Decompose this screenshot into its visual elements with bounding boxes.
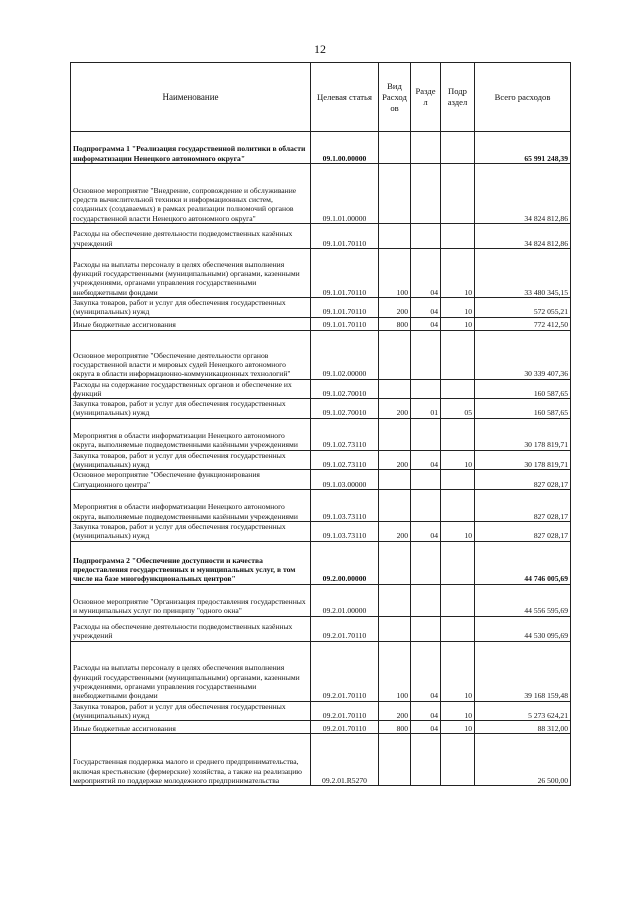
cell-type: 800 — [379, 317, 411, 330]
cell-total: 44 530 095,69 — [475, 616, 571, 641]
cell-name: Подпрограмма 1 "Реализация государственной политики в области информатизации Ненецкого автономного округа" — [71, 132, 311, 164]
cell-subsection: 10 — [441, 701, 475, 721]
cell-type — [379, 541, 411, 584]
cell-target: 09.1.01.70110 — [311, 317, 379, 330]
cell-total: 65 991 248,39 — [475, 132, 571, 164]
header-total: Всего расходов — [475, 63, 571, 132]
cell-name: Мероприятия в области информатизации Ненецкого автономного округа, выполняемые подведомственными казёнными учреждениями — [71, 418, 311, 450]
cell-target: 09.1.03.73110 — [311, 489, 379, 521]
cell-name: Расходы на обеспечение деятельности подведомственных казённых учреждений — [71, 224, 311, 249]
cell-name: Иные бюджетные ассигнования — [71, 317, 311, 330]
cell-target: 09.1.01.70110 — [311, 249, 379, 298]
cell-total: 88 312,00 — [475, 721, 571, 734]
cell-subsection: 10 — [441, 641, 475, 701]
cell-name: Закупка товаров, работ и услуг для обеспечения государственных (муниципальных) нужд — [71, 399, 311, 419]
cell-section: 04 — [411, 298, 441, 318]
cell-name: Расходы на содержание государственных органов и обеспечение их функций — [71, 379, 311, 399]
cell-target: 09.2.01.70110 — [311, 616, 379, 641]
cell-type — [379, 224, 411, 249]
cell-total: 26 500,00 — [475, 734, 571, 786]
cell-subsection — [441, 418, 475, 450]
cell-type: 200 — [379, 701, 411, 721]
cell-section — [411, 734, 441, 786]
cell-total: 827 028,17 — [475, 489, 571, 521]
cell-target: 09.2.01.R5270 — [311, 734, 379, 786]
table-row — [71, 379, 571, 399]
cell-type: 800 — [379, 721, 411, 734]
table-row — [71, 249, 571, 298]
cell-total: 160 587,65 — [475, 379, 571, 399]
cell-name: Подпрограмма 2 "Обеспечение доступности и качества предоставления государственных и муниципальных услуг, в том числе на базе многофункциональных центров" — [71, 541, 311, 584]
table-header-row — [71, 63, 571, 132]
cell-type: 200 — [379, 521, 411, 541]
cell-target: 09.1.03.00000 — [311, 470, 379, 490]
cell-subsection: 10 — [441, 450, 475, 470]
cell-subsection — [441, 616, 475, 641]
cell-name: Закупка товаров, работ и услуг для обеспечения государственных (муниципальных) нужд — [71, 298, 311, 318]
cell-section — [411, 541, 441, 584]
table-row — [71, 224, 571, 249]
header-subsection: Подр аздел — [441, 63, 475, 132]
cell-name: Закупка товаров, работ и услуг для обеспечения государственных (муниципальных) нужд — [71, 450, 311, 470]
cell-total: 44 746 005,69 — [475, 541, 571, 584]
cell-section — [411, 489, 441, 521]
cell-name: Расходы на обеспечение деятельности подведомственных казённых учреждений — [71, 616, 311, 641]
cell-section: 04 — [411, 521, 441, 541]
cell-total: 5 273 624,21 — [475, 701, 571, 721]
table-row — [71, 450, 571, 470]
cell-total: 39 168 159,48 — [475, 641, 571, 701]
cell-target: 09.1.01.70110 — [311, 224, 379, 249]
cell-subsection — [441, 470, 475, 490]
cell-subsection: 05 — [441, 399, 475, 419]
cell-subsection — [441, 164, 475, 224]
cell-section — [411, 132, 441, 164]
cell-subsection — [441, 379, 475, 399]
cell-target: 09.1.02.73110 — [311, 450, 379, 470]
cell-total: 772 412,50 — [475, 317, 571, 330]
cell-section — [411, 379, 441, 399]
cell-name: Закупка товаров, работ и услуг для обеспечения государственных (муниципальных) нужд — [71, 521, 311, 541]
cell-total: 34 824 812,86 — [475, 164, 571, 224]
table-row — [71, 470, 571, 490]
cell-section — [411, 330, 441, 379]
cell-target: 09.1.01.70110 — [311, 298, 379, 318]
cell-section: 04 — [411, 249, 441, 298]
cell-target: 09.1.02.70010 — [311, 399, 379, 419]
cell-target: 09.1.01.00000 — [311, 164, 379, 224]
cell-section — [411, 418, 441, 450]
cell-subsection: 10 — [441, 521, 475, 541]
cell-section: 04 — [411, 317, 441, 330]
cell-subsection — [441, 330, 475, 379]
cell-total: 30 339 407,36 — [475, 330, 571, 379]
cell-total: 827 028,17 — [475, 521, 571, 541]
cell-total: 44 556 595,69 — [475, 584, 571, 616]
table-row — [71, 584, 571, 616]
cell-section: 04 — [411, 701, 441, 721]
cell-target: 09.2.01.70110 — [311, 701, 379, 721]
cell-section: 04 — [411, 450, 441, 470]
cell-type — [379, 584, 411, 616]
cell-total: 30 178 819,71 — [475, 418, 571, 450]
cell-target: 09.2.01.00000 — [311, 584, 379, 616]
cell-type: 200 — [379, 399, 411, 419]
cell-target: 09.2.00.00000 — [311, 541, 379, 584]
cell-type: 200 — [379, 450, 411, 470]
cell-section — [411, 164, 441, 224]
cell-subsection — [441, 541, 475, 584]
cell-subsection: 10 — [441, 298, 475, 318]
cell-name: Иные бюджетные ассигнования — [71, 721, 311, 734]
cell-subsection — [441, 489, 475, 521]
cell-name: Основное мероприятие "Внедрение, сопровождение и обслуживание средств вычислительной техники и информационных систем, созданных (создаваемых) в рамках реализации полномочий органов государственной власти Ненецкого автономного округа" — [71, 164, 311, 224]
table-row — [71, 298, 571, 318]
table-row — [71, 132, 571, 164]
cell-section — [411, 470, 441, 490]
cell-type — [379, 734, 411, 786]
cell-name: Расходы на выплаты персоналу в целях обеспечения выполнения функций государственными (муниципальными) органами, казенными учреждениями, органами управления государственными внебюджетными фондами — [71, 249, 311, 298]
cell-name: Закупка товаров, работ и услуг для обеспечения государственных (муниципальных) нужд — [71, 701, 311, 721]
cell-section: 04 — [411, 641, 441, 701]
cell-subsection — [441, 224, 475, 249]
cell-subsection: 10 — [441, 317, 475, 330]
cell-name: Расходы на выплаты персоналу в целях обеспечения выполнения функций государственными (муниципальными) органами, казенными учреждениями, органами управления государственными внебюджетными фондами — [71, 641, 311, 701]
cell-section: 04 — [411, 721, 441, 734]
cell-type — [379, 616, 411, 641]
table-row — [71, 701, 571, 721]
cell-subsection: 10 — [441, 721, 475, 734]
table-row — [71, 541, 571, 584]
cell-subsection — [441, 734, 475, 786]
cell-type — [379, 132, 411, 164]
cell-name: Основное мероприятие "Организация предоставления государственных и муниципальных услуг по принципу "одного окна" — [71, 584, 311, 616]
cell-section — [411, 224, 441, 249]
page-number: 12 — [314, 42, 326, 56]
cell-type — [379, 330, 411, 379]
cell-name: Основное мероприятие "Обеспечение функционирования Ситуационного центра" — [71, 470, 311, 490]
table-row — [71, 521, 571, 541]
cell-subsection — [441, 132, 475, 164]
cell-total: 572 055,21 — [475, 298, 571, 318]
header-type: Вид Расход ов — [379, 63, 411, 132]
cell-total: 33 480 345,15 — [475, 249, 571, 298]
cell-total: 160 587,65 — [475, 399, 571, 419]
table-row — [71, 418, 571, 450]
table-row — [71, 641, 571, 701]
table-row — [71, 734, 571, 786]
header-target: Целевая статья — [311, 63, 379, 132]
table-row — [71, 616, 571, 641]
cell-target: 09.1.02.00000 — [311, 330, 379, 379]
table-row — [71, 489, 571, 521]
cell-name: Мероприятия в области информатизации Ненецкого автономного округа, выполняемые подведомственными казёнными учреждениями — [71, 489, 311, 521]
cell-section: 01 — [411, 399, 441, 419]
budget-table — [70, 62, 571, 786]
table-row — [71, 317, 571, 330]
cell-subsection — [441, 584, 475, 616]
cell-name: Основное мероприятие "Обеспечение деятельности органов государственной власти и мировых судей Ненецкого автономного округа в области информационно-коммуникационных технологий" — [71, 330, 311, 379]
cell-total: 30 178 819,71 — [475, 450, 571, 470]
header-section: Разде л — [411, 63, 441, 132]
cell-section — [411, 616, 441, 641]
cell-type: 200 — [379, 298, 411, 318]
cell-target: 09.1.03.73110 — [311, 521, 379, 541]
cell-target: 09.1.02.70010 — [311, 379, 379, 399]
cell-subsection: 10 — [441, 249, 475, 298]
cell-type — [379, 379, 411, 399]
cell-total: 827 028,17 — [475, 470, 571, 490]
table-row — [71, 721, 571, 734]
table-row — [71, 164, 571, 224]
cell-target: 09.1.00.00000 — [311, 132, 379, 164]
cell-type: 100 — [379, 249, 411, 298]
cell-type — [379, 489, 411, 521]
cell-target: 09.1.02.73110 — [311, 418, 379, 450]
header-name: Наименование — [71, 63, 311, 132]
table-row — [71, 330, 571, 379]
cell-section — [411, 584, 441, 616]
cell-type — [379, 164, 411, 224]
cell-type — [379, 470, 411, 490]
table-row — [71, 399, 571, 419]
cell-target: 09.2.01.70110 — [311, 641, 379, 701]
cell-type — [379, 418, 411, 450]
cell-target: 09.2.01.70110 — [311, 721, 379, 734]
cell-total: 34 824 812,86 — [475, 224, 571, 249]
cell-name: Государственная поддержка малого и среднего предпринимательства, включая крестьянские (фермерские) хозяйства, а также на реализацию мероприятий по поддержке молодежного предпринимательства — [71, 734, 311, 786]
cell-type: 100 — [379, 641, 411, 701]
